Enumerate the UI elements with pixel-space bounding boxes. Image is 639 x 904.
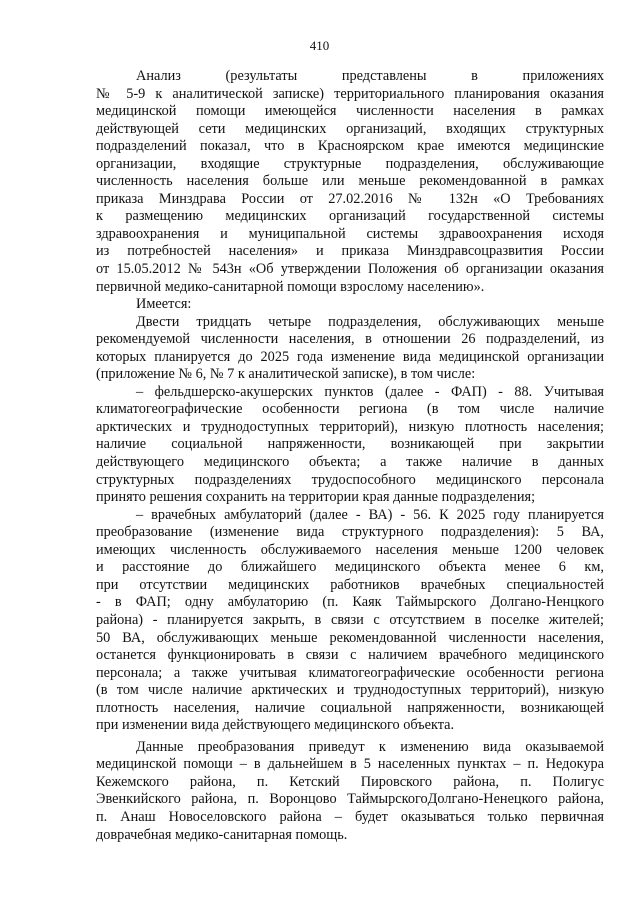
paragraph-va [96, 507, 604, 735]
text-line: (в том числе наличие арктических и труднодоступных территорий), низкую [96, 682, 604, 699]
text-line: района) - планируется закрыть, в связи с отсутствием в поселке жителей; [96, 611, 604, 628]
text-line: организации, входящие структурные подразделения, обслуживающие [96, 155, 604, 172]
text-line: действующего медицинского объекта; а также наличие в данных [96, 454, 604, 471]
document-body [96, 68, 604, 844]
text-line: Анализ (результаты представлены в приложениях [136, 68, 604, 84]
paragraph-analysis [96, 68, 604, 296]
text-line: арктических и труднодоступных территорий), низкую плотность населения; [96, 418, 604, 435]
page-number: 410 [309, 38, 330, 53]
text-line: - в ФАП; одну амбулаторию (п. Каяк Таймырского Долгано-Ненцкого [96, 594, 604, 611]
text-line: действующей сети медицинских организаций, входящих структурных [96, 120, 604, 137]
text-line: Двести тридцать четыре подразделения, обслуживающих меньше [136, 313, 604, 330]
text-line: медицинской помощи имеющейся численности населения в рамках [96, 103, 604, 120]
text-line: при отсутствии медицинских работников врачебных специальностей [96, 576, 604, 593]
text-line: принято решения сохранить на территории края данные подразделения; [96, 489, 536, 506]
text-line: здравоохранения и муниципальной системы здравоохранения исходя [96, 225, 604, 242]
text-line: преобразование (изменение вида структурного подразделения): 5 ВА, [96, 524, 604, 541]
text-line: рекомендуемой численности населения, в отношении 26 подразделений, из [96, 331, 604, 348]
text-line: структурных подразделениях трудоспособного медицинского персонала [96, 471, 604, 488]
text-line: имеющих численность обслуживаемого населения меньше 1200 человек [96, 541, 604, 558]
text-line: 50 ВА, обслуживающих меньше рекомендованной численности населения, [96, 629, 604, 646]
paragraph-fap [96, 384, 604, 507]
text-line: № 5-9 к аналитической записке) территориального планирования оказания [96, 85, 604, 102]
text-line: приказа Минздрава России от 27.02.2016 № 132н «О Требованиях [96, 190, 604, 207]
text-line: останется функционировать в связи с наличием врачебного медицинского [96, 647, 604, 664]
text-line: Эвенкийского района, п. Воронцово ТаймырскогоДолгано-Ненецкого района, [96, 791, 604, 808]
text-line: Имеется: [136, 296, 192, 313]
paragraph-transformations [96, 739, 604, 844]
text-line: климатогеографические особенности региона (в том числе наличие [96, 401, 604, 418]
text-line: от 15.05.2012 № 543н «Об утверждении Положения об организации оказания [96, 261, 604, 278]
text-line: при изменении вида действующего медицинского объекта. [96, 717, 455, 734]
text-line: персонала; а также учитывая климатогеографические особенности региона [96, 664, 604, 681]
paragraph-subdivisions [96, 314, 604, 384]
text-line: и расстояние до ближайшего медицинского объекта менее 6 км, [96, 559, 604, 576]
text-line: которых планируется до 2025 года изменение вида медицинской организации [96, 348, 604, 365]
text-line: п. Анаш Новоселовского района – будет оказываться только первичная [96, 808, 604, 825]
text-line: Кежемского района, п. Кетский Пировского района, п. Полигус [96, 773, 604, 790]
text-line: Данные преобразования приведут к изменению вида оказываемой [136, 738, 604, 755]
text-line: медицинской помощи – в дальнейшем в 5 населенных пунктах – п. Недокура [96, 756, 604, 773]
text-line: к размещению медицинских организаций государственной системы [96, 208, 604, 225]
text-line: – врачебных амбулаторий (далее - ВА) - 56. К 2025 году планируется [136, 506, 604, 523]
text-line: из потребностей населения» и приказа Минздравсоцразвития России [96, 243, 604, 260]
paragraph-exists [96, 296, 604, 314]
text-line: наличие социальной напряженности, возникающей при закрытии [96, 436, 604, 453]
text-line: подразделений показал, что в Красноярском крае имеются медицинские [96, 138, 604, 155]
text-line: – фельдшерско-акушерских пунктов (далее - ФАП) - 88. Учитывая [136, 383, 604, 400]
text-line: плотность населения, наличие социальной напряженности, возникающей [96, 699, 604, 716]
text-line: численность населения больше или меньше рекомендованной в рамках [96, 173, 604, 190]
text-line: первичной медико-санитарной помощи взрослому населению». [96, 278, 485, 295]
text-line: (приложение № 6, № 7 к аналитической записке), в том числе: [96, 366, 476, 383]
text-line: доврачебная медико-санитарная помощь. [96, 826, 348, 843]
